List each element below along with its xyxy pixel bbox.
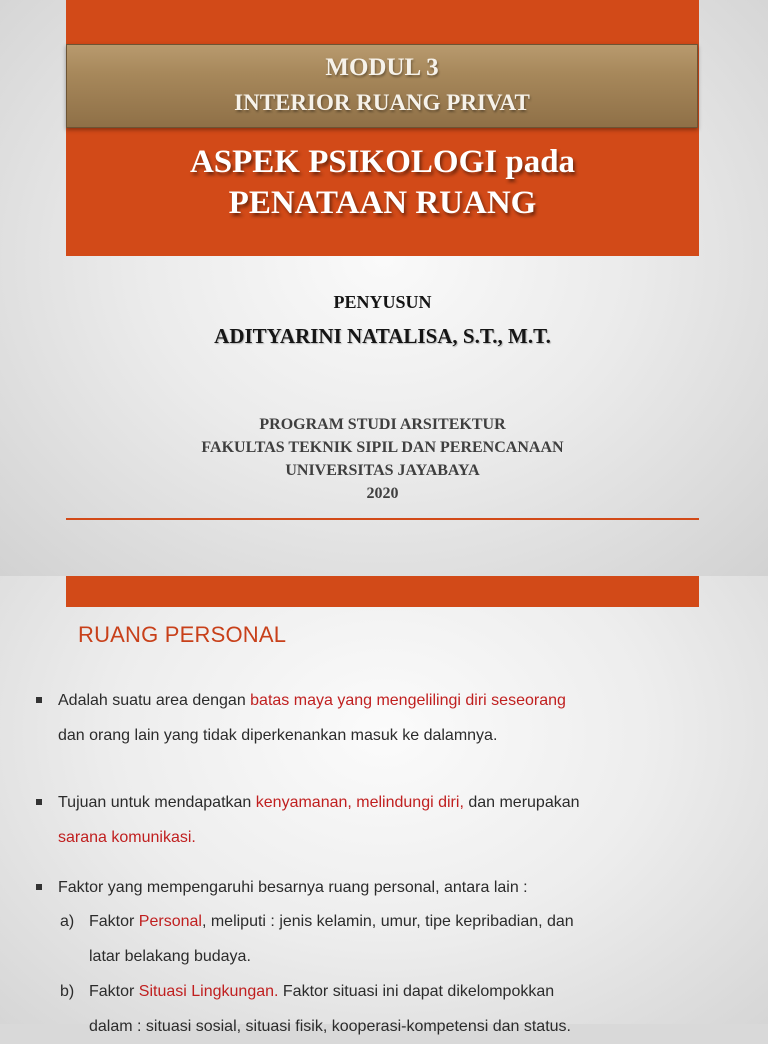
divider	[66, 518, 699, 520]
bullet-text: Faktor situasi ini dapat dikelompokkan	[278, 983, 555, 1000]
bullet-text: Faktor	[89, 983, 139, 1000]
list-marker: b)	[60, 983, 75, 1000]
module-number: MODUL 3	[325, 54, 439, 81]
author-name: ADITYARINI NATALISA, S.T., M.T.	[214, 324, 551, 348]
bullet-icon	[36, 697, 42, 703]
bullet-text: , meliputi : jenis kelamin, umur, tipe kepribadian, dan	[201, 913, 574, 930]
title-line2: PENATAAN RUANG	[228, 185, 537, 221]
bullet-text: Adalah suatu area dengan	[58, 692, 251, 709]
bullet-text: dalam : situasi sosial, situasi fisik, kooperasi-kompetensi dan status.	[89, 1018, 571, 1035]
highlight-text: batas maya yang mengelilingi diri seseorang	[250, 692, 566, 709]
highlight-text: kenyamanan, melindungi diri,	[255, 794, 464, 811]
highlight-text: Situasi Lingkungan.	[138, 983, 279, 1000]
institution-block	[66, 413, 699, 505]
faculty-name: FAKULTAS TEKNIK SIPIL DAN PERENCANAAN	[201, 439, 564, 456]
highlight-text: sarana komunikasi.	[58, 829, 196, 846]
bullet-text: Faktor yang mempengaruhi besarnya ruang personal, antara lain :	[58, 879, 528, 896]
author-block	[66, 290, 699, 351]
title-main: ASPEK PSIKOLOGI	[189, 144, 498, 180]
bullet-text: Faktor	[89, 913, 139, 930]
year: 2020	[366, 485, 399, 502]
header-bar	[66, 576, 699, 607]
title-tail: pada	[497, 144, 576, 180]
bullet-text: latar belakang budaya.	[89, 948, 251, 965]
section-title: RUANG PERSONAL	[78, 622, 287, 647]
list-marker: a)	[60, 913, 75, 930]
page-title	[66, 142, 699, 224]
module-subtitle: INTERIOR RUANG PRIVAT	[234, 90, 530, 115]
module-banner	[66, 44, 698, 128]
bullet-text: dan orang lain yang tidak diperkenankan masuk ke dalamnya.	[58, 727, 498, 744]
bullet-icon	[36, 884, 42, 890]
author-label: PENYUSUN	[333, 292, 432, 312]
bullet-text: dan merupakan	[463, 794, 580, 811]
highlight-text: Personal	[138, 913, 202, 930]
university-name: UNIVERSITAS JAYABAYA	[285, 462, 480, 479]
content-slide	[0, 576, 768, 1035]
program-name: PROGRAM STUDI ARSITEKTUR	[259, 416, 506, 433]
bullet-icon	[36, 799, 42, 805]
bullet-text: Tujuan untuk mendapatkan	[58, 794, 256, 811]
